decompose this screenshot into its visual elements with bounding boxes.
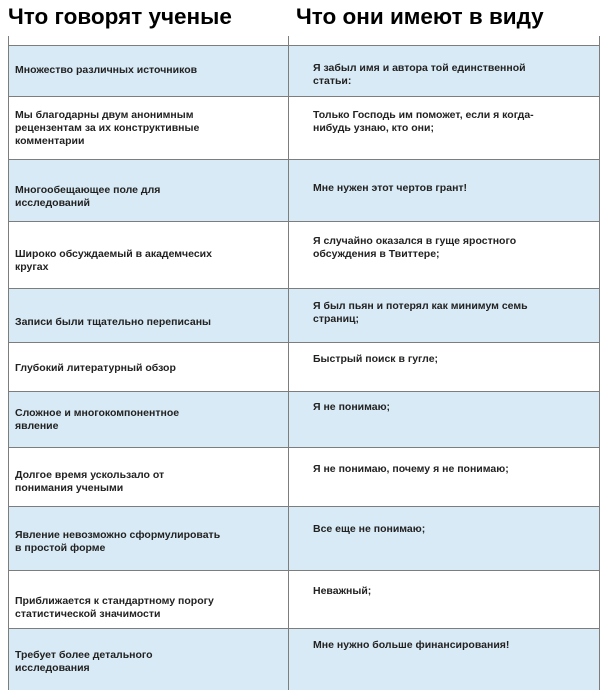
row-divider	[8, 391, 600, 392]
right-cell	[289, 46, 599, 96]
table-row	[9, 392, 599, 447]
table-row	[9, 448, 599, 506]
scientist-phrase: Записи были тщательно переписаны	[15, 316, 212, 328]
row-divider	[8, 570, 600, 571]
table-row	[9, 97, 599, 159]
right-cell	[289, 448, 599, 506]
right-cell	[289, 160, 599, 221]
table-row	[9, 222, 599, 288]
actual-meaning: Мне нужно больше финансирования!	[313, 639, 510, 651]
scientist-phrase: Широко обсуждаемый в академчесих кругах	[15, 248, 212, 273]
row-divider	[8, 447, 600, 448]
scientist-phrase: Глубокий литературный обзор	[15, 362, 176, 374]
actual-meaning: Только Господь им поможет, если я когда- нибудь узнаю, кто они;	[313, 109, 534, 134]
row-divider	[8, 342, 600, 343]
actual-meaning: Мне нужен этот чертов грант!	[313, 182, 468, 194]
table-row	[9, 629, 599, 690]
left-cell	[9, 392, 288, 447]
row-divider	[8, 288, 600, 289]
row-divider	[8, 628, 600, 629]
right-cell	[289, 97, 599, 159]
right-cell	[289, 343, 599, 391]
table-row	[9, 571, 599, 628]
left-cell	[9, 571, 288, 628]
actual-meaning: Я был пьян и потерял как минимум семь страниц;	[313, 300, 528, 325]
right-cell	[289, 629, 599, 690]
right-cell	[289, 392, 599, 447]
left-cell	[9, 97, 288, 159]
scientist-phrase: Множество различных источников	[15, 64, 198, 76]
left-cell	[9, 343, 288, 391]
table-row	[9, 46, 599, 96]
actual-meaning: Все еще не понимаю;	[313, 523, 426, 535]
column-divider-left	[8, 36, 9, 690]
row-divider	[8, 506, 600, 507]
table-header	[0, 0, 600, 38]
actual-meaning: Я не понимаю, почему я не понимаю;	[313, 463, 509, 475]
actual-meaning: Неважный;	[313, 585, 372, 597]
row-divider	[8, 221, 600, 222]
scientist-phrase: Требует более детального исследования	[15, 649, 153, 674]
left-cell	[9, 629, 288, 690]
row-divider	[8, 96, 600, 97]
header-what-scientists-say: Что говорят ученые	[8, 4, 232, 29]
left-cell	[9, 222, 288, 288]
row-divider	[8, 45, 600, 46]
scientist-phrase: Мы благодарны двум анонимным рецензентам за их конструктивные комментарии	[15, 109, 200, 147]
header-what-they-mean: Что они имеют в виду	[296, 4, 544, 29]
table-row	[9, 289, 599, 342]
scientist-phrase: Многообещающее поле для исследований	[15, 184, 161, 209]
actual-meaning: Быстрый поиск в гугле;	[313, 353, 439, 365]
right-cell	[289, 507, 599, 570]
table-row	[9, 160, 599, 221]
row-divider	[8, 159, 600, 160]
right-cell	[289, 289, 599, 342]
scientist-phrase: Явление невозможно сформулировать в простой форме	[15, 529, 221, 554]
table-row	[9, 343, 599, 391]
table-row	[9, 507, 599, 570]
scientist-phrase: Долгое время ускользало от понимания учеными	[15, 469, 165, 494]
column-divider-middle	[288, 36, 289, 690]
scientist-phrase: Сложное и многокомпонентное явление	[15, 407, 180, 432]
left-cell	[9, 289, 288, 342]
left-cell	[9, 46, 288, 96]
left-cell	[9, 448, 288, 506]
left-cell	[9, 507, 288, 570]
right-cell	[289, 571, 599, 628]
left-cell	[9, 160, 288, 221]
actual-meaning: Я не понимаю;	[313, 401, 391, 413]
scientist-phrase: Приближается к стандартному порогу статистической значимости	[15, 595, 214, 620]
right-cell	[289, 222, 599, 288]
actual-meaning: Я забыл имя и автора той единственной статьи:	[313, 62, 526, 87]
actual-meaning: Я случайно оказался в гуще яростного обсуждения в Твиттере;	[313, 235, 517, 260]
